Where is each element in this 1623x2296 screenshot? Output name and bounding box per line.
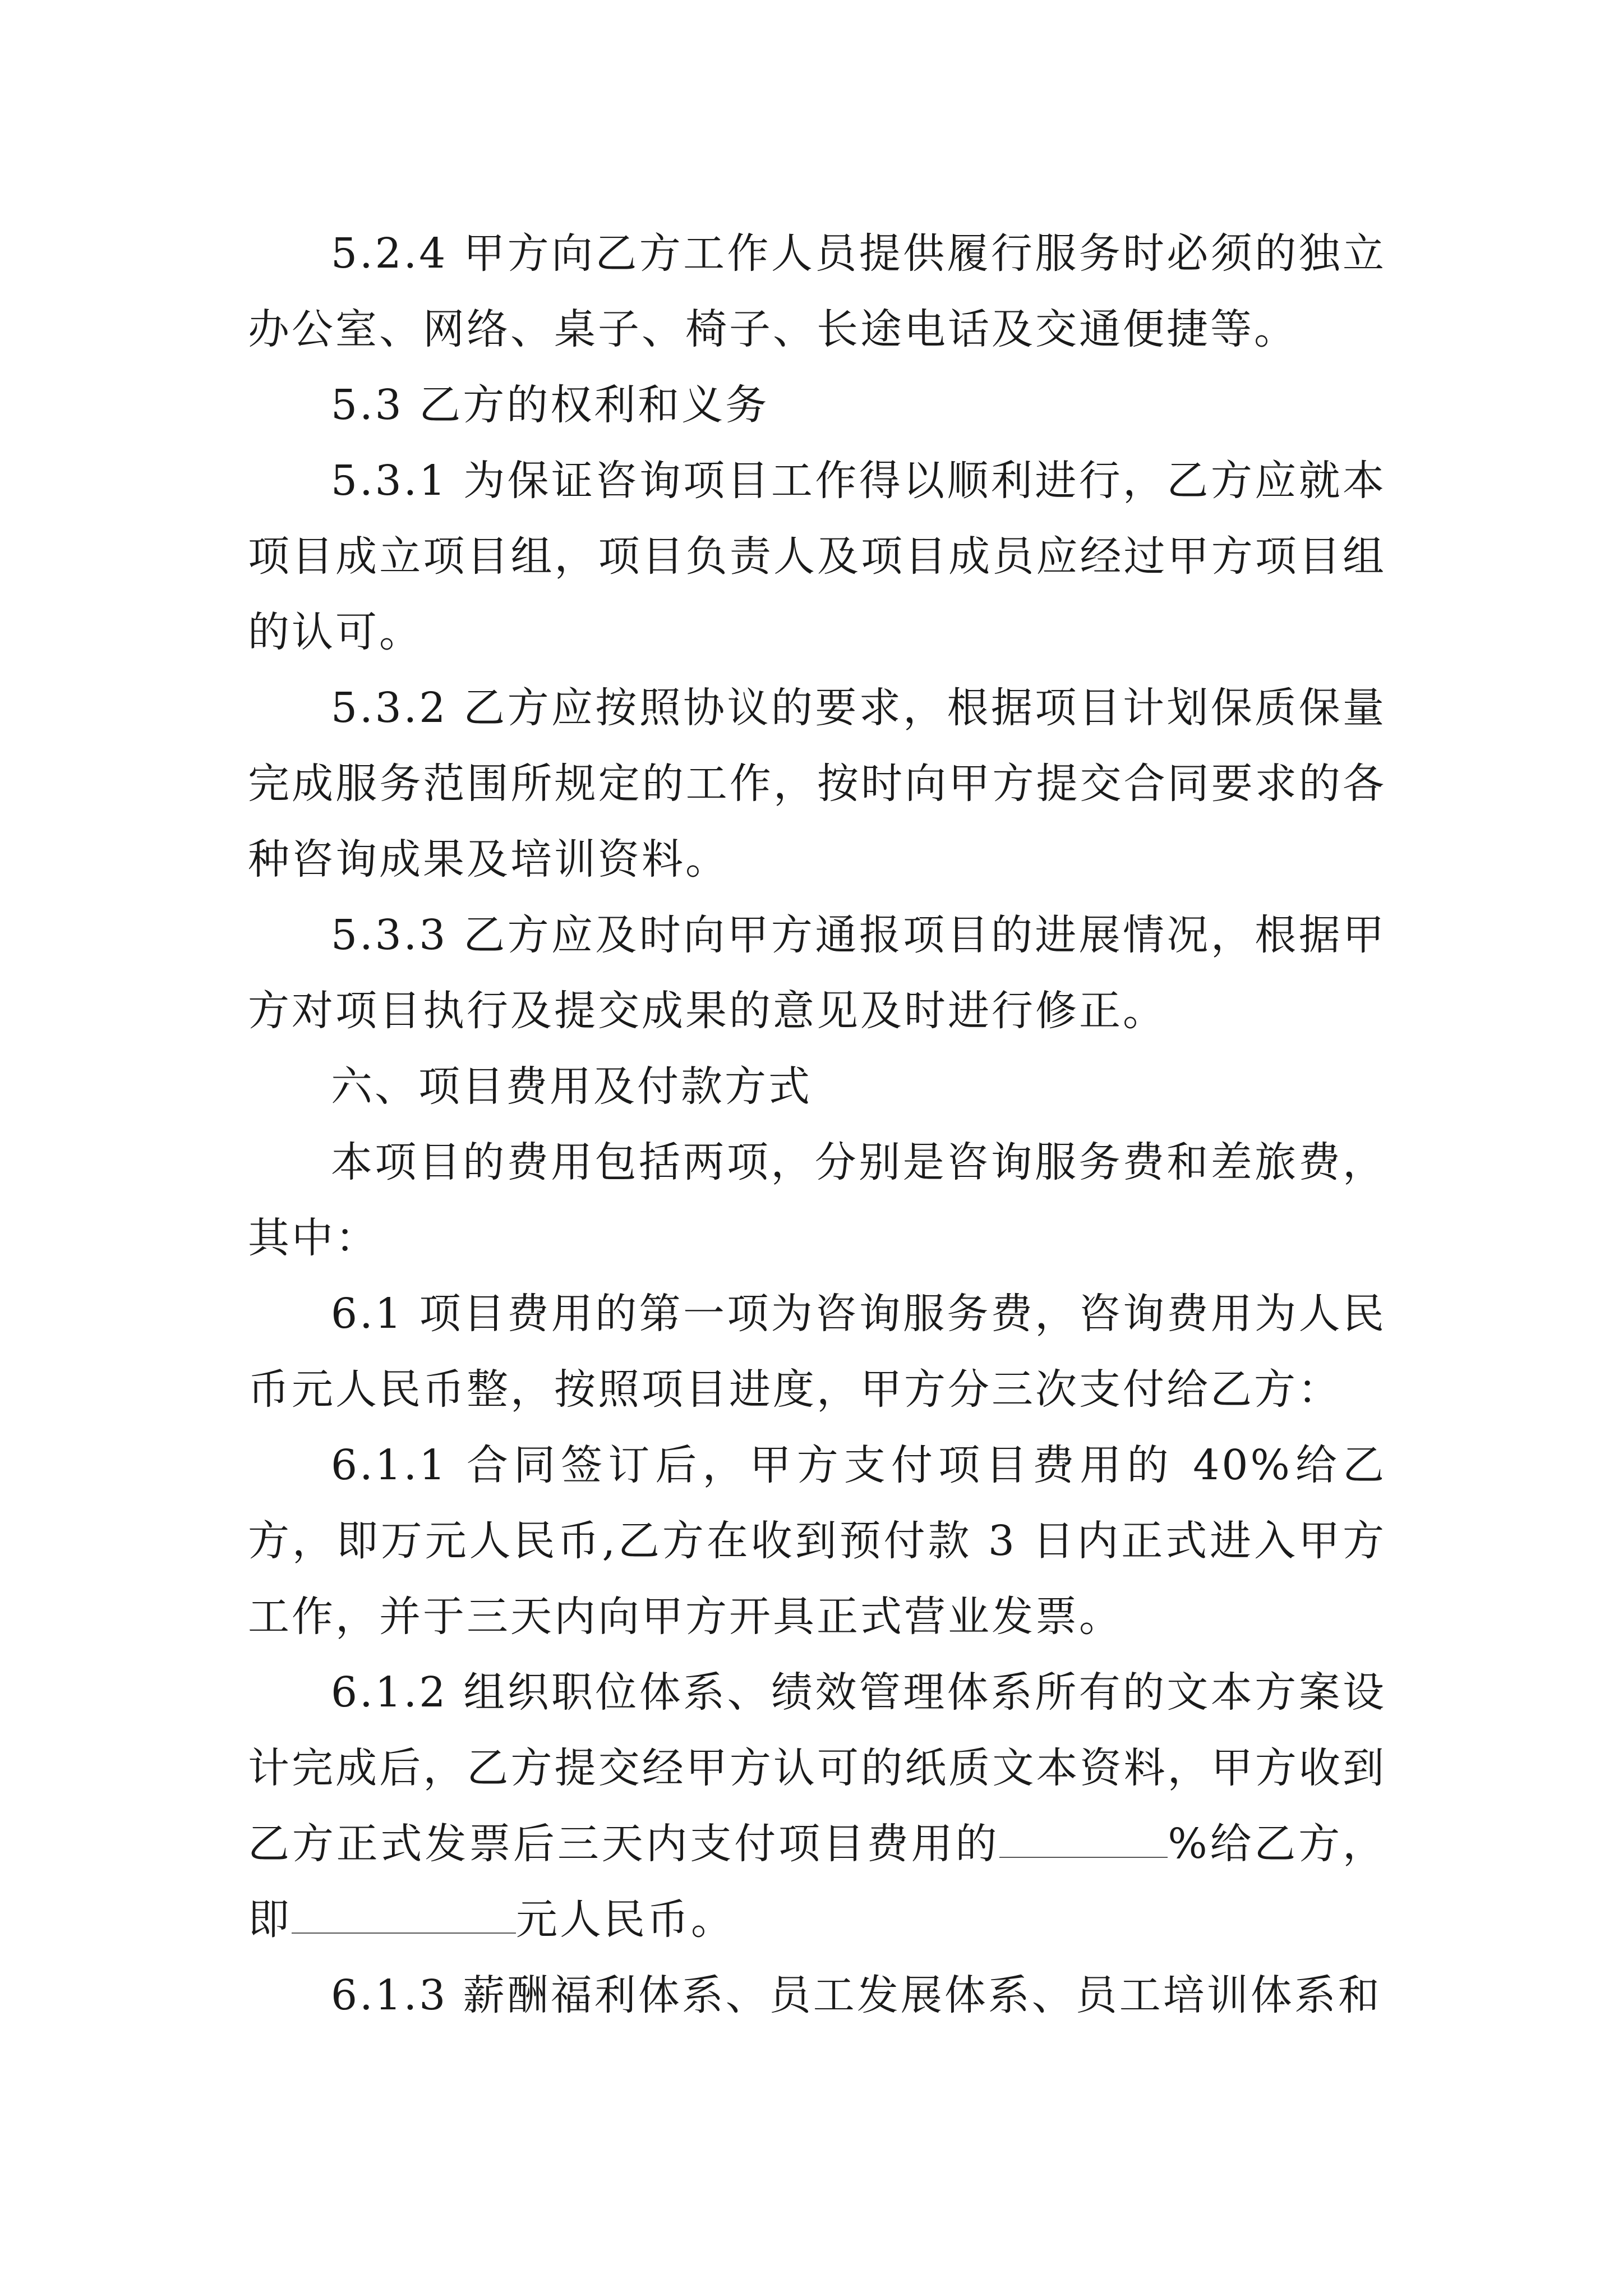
percent-blank-line	[999, 1818, 1168, 1858]
section-heading-6: 六、项目费用及付款方式	[331, 1062, 812, 1111]
paragraph-5-2-4: 5.2.4 甲方向乙方工作人员提供履行服务时必须的独立办公室、网络、桌子、椅子、长途电话及交通便捷等。	[248, 229, 1386, 353]
paragraph-6-1-2	[248, 1655, 1386, 1958]
paragraph-6-1-2-part2: %给乙方，即	[248, 1820, 1386, 1944]
paragraph-6-1: 6.1 项目费用的第一项为咨询服务费，咨询费用为人民币元人民币整，按照项目进度，甲方分三次支付给乙方：	[248, 1290, 1386, 1414]
document-body	[248, 216, 1386, 2033]
paragraph-5-3-2: 5.3.2 乙方应按照协议的要求，根据项目计划保质保量完成服务范围所规定的工作，按时向甲方提交合同要求的各种咨询成果及培训资料。	[248, 684, 1386, 884]
paragraph-6-1-2-part3: 元人民币。	[516, 1895, 735, 1944]
paragraph-6-intro: 本项目的费用包括两项，分别是咨询服务费和差旅费，其中：	[248, 1138, 1386, 1262]
amount-blank-line	[292, 1893, 516, 1934]
paragraph-6-1-3: 6.1.3 薪酬福利体系、员工发展体系、员工培训体系和	[331, 1971, 1382, 2019]
paragraph-6-1-2-part1: 6.1.2 组织职位体系、绩效管理体系所有的文本方案设计完成后，乙方提交经甲方认可的纸质文本资料，甲方收到乙方正式发票后三天内支付项目费用的	[248, 1668, 1386, 1868]
paragraph-5-3-3: 5.3.3 乙方应及时向甲方通报项目的进展情况，根据甲方对项目执行及提交成果的意见及时进行修正。	[248, 911, 1386, 1035]
section-heading-5-3: 5.3 乙方的权利和义务	[331, 381, 769, 429]
paragraph-5-3-1: 5.3.1 为保证咨询项目工作得以顺利进行，乙方应就本项目成立项目组，项目负责人及项目成员应经过甲方项目组的认可。	[248, 457, 1386, 656]
paragraph-6-1-1: 6.1.1 合同签订后，甲方支付项目费用的 40%给乙方，即万元人民币,乙方在收到预付款 3 日内正式进入甲方工作，并于三天内向甲方开具正式营业发票。	[248, 1441, 1386, 1641]
